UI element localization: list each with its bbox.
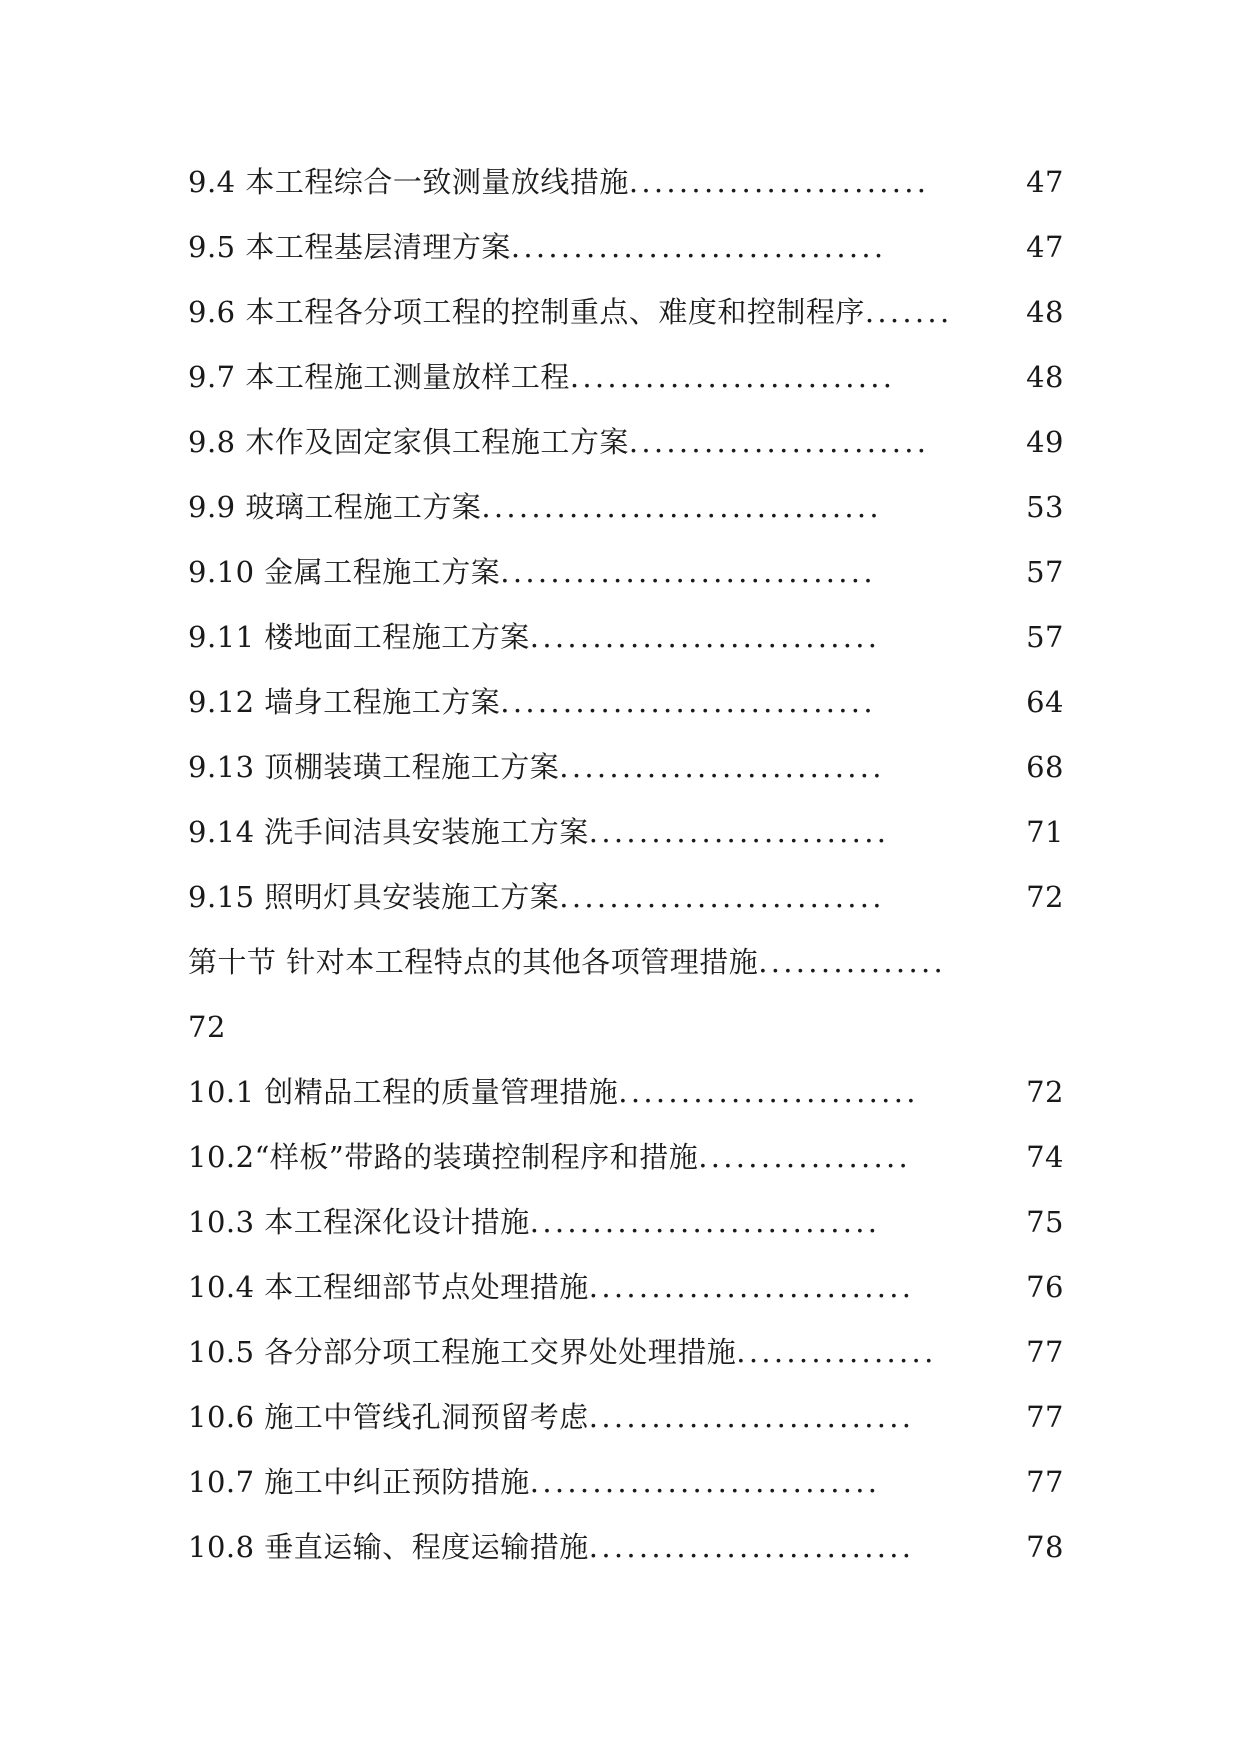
toc-entry-title: 9.5 本工程基层清理方案 bbox=[188, 230, 511, 264]
toc-page-number: 57 bbox=[1010, 605, 1064, 670]
toc-dot-leader: .......................... bbox=[588, 1400, 915, 1434]
toc-entry[interactable] bbox=[188, 215, 1064, 280]
toc-dot-leader: ............................ bbox=[529, 1205, 881, 1239]
toc-dot-leader: .......................... bbox=[588, 1270, 915, 1304]
toc-entry-title: 10.4 本工程细部节点处理措施 bbox=[188, 1270, 589, 1304]
toc-entry[interactable] bbox=[188, 410, 1064, 475]
toc-entry[interactable] bbox=[188, 1060, 1064, 1125]
toc-dot-leader: .......................... bbox=[569, 360, 896, 394]
toc-page-number: 64 bbox=[1010, 670, 1064, 735]
toc-entry-title: 10.8 垂直运输、程度运输措施 bbox=[188, 1530, 589, 1564]
toc-page-number: 75 bbox=[1010, 1190, 1064, 1255]
toc-entry-title: 9.4 本工程综合一致测量放线措施 bbox=[188, 165, 629, 199]
toc-entry[interactable] bbox=[188, 1320, 1064, 1385]
toc-page-number: 47 bbox=[1010, 150, 1064, 215]
toc-dot-leader: ................. bbox=[698, 1140, 912, 1174]
toc-page-number: 76 bbox=[1010, 1255, 1064, 1320]
toc-entry-title: 9.6 本工程各分项工程的控制重点、难度和控制程序 bbox=[188, 295, 865, 329]
toc-entry-title: 9.9 玻璃工程施工方案 bbox=[188, 490, 482, 524]
toc-dot-leader: .......................... bbox=[588, 1530, 915, 1564]
toc-entry-title: 10.5 各分部分项工程施工交界处处理措施 bbox=[188, 1335, 737, 1369]
toc-entry[interactable] bbox=[188, 1190, 1064, 1255]
toc-page-number: 72 bbox=[188, 1010, 226, 1044]
toc-page-number: 77 bbox=[1010, 1320, 1064, 1385]
toc-dot-leader: ........................ bbox=[588, 815, 890, 849]
toc-page-number: 74 bbox=[1010, 1125, 1064, 1190]
toc-entry-title: 10.7 施工中纠正预防措施 bbox=[188, 1465, 530, 1499]
toc-entry-title: 10.1 创精品工程的质量管理措施 bbox=[188, 1075, 619, 1109]
toc-entry-title: 9.14 洗手间洁具安装施工方案 bbox=[188, 815, 589, 849]
table-of-contents bbox=[188, 150, 1064, 1580]
toc-dot-leader: ............................ bbox=[529, 620, 881, 654]
toc-dot-leader: ....... bbox=[864, 295, 953, 329]
toc-entry[interactable] bbox=[188, 1255, 1064, 1320]
toc-entry-title: 10.2“样板”带路的装璜控制程序和措施 bbox=[188, 1140, 699, 1174]
toc-dot-leader: ............... bbox=[758, 945, 947, 979]
toc-entry[interactable] bbox=[188, 540, 1064, 605]
toc-entry[interactable] bbox=[188, 150, 1064, 215]
toc-entry[interactable] bbox=[188, 670, 1064, 735]
toc-page-number: 48 bbox=[1010, 280, 1064, 345]
toc-entry[interactable] bbox=[188, 345, 1064, 410]
toc-page-number: 49 bbox=[1010, 410, 1064, 475]
toc-dot-leader: ........................ bbox=[618, 1075, 919, 1109]
toc-entry[interactable] bbox=[188, 475, 1064, 540]
toc-dot-leader: ................................ bbox=[481, 490, 882, 524]
toc-dot-leader: .............................. bbox=[500, 685, 876, 719]
toc-page-number: 47 bbox=[1010, 215, 1064, 280]
toc-dot-leader: ........................ bbox=[628, 165, 930, 199]
toc-dot-leader: ............................ bbox=[529, 1465, 881, 1499]
toc-page-number: 77 bbox=[1010, 1385, 1064, 1450]
toc-page-number: 72 bbox=[1010, 1060, 1064, 1125]
toc-entry[interactable] bbox=[188, 800, 1064, 865]
toc-dot-leader: .......................... bbox=[559, 880, 885, 914]
toc-dot-leader: .......................... bbox=[559, 750, 885, 784]
toc-entry[interactable] bbox=[188, 1450, 1064, 1515]
toc-entry-title: 10.3 本工程深化设计措施 bbox=[188, 1205, 530, 1239]
toc-entry-title: 第十节 针对本工程特点的其他各项管理措施 bbox=[188, 945, 759, 979]
toc-section-entry[interactable] bbox=[188, 930, 1064, 995]
toc-entry[interactable] bbox=[188, 605, 1064, 670]
toc-page-number: 48 bbox=[1010, 345, 1064, 410]
toc-page-number: 68 bbox=[1010, 735, 1064, 800]
toc-entry[interactable] bbox=[188, 735, 1064, 800]
toc-entry-title: 9.13 顶棚装璜工程施工方案 bbox=[188, 750, 560, 784]
toc-entry-title: 9.7 本工程施工测量放样工程 bbox=[188, 360, 570, 394]
toc-dot-leader: ................ bbox=[736, 1335, 937, 1369]
toc-page-number: 53 bbox=[1010, 475, 1064, 540]
toc-entry[interactable] bbox=[188, 280, 1064, 345]
toc-dot-leader: .............................. bbox=[510, 230, 887, 264]
toc-entry[interactable] bbox=[188, 1125, 1064, 1190]
toc-entry-title: 9.12 墙身工程施工方案 bbox=[188, 685, 501, 719]
toc-entry-title: 9.8 木作及固定家俱工程施工方案 bbox=[188, 425, 629, 459]
toc-page-number: 71 bbox=[1010, 800, 1064, 865]
toc-entry-title: 9.11 楼地面工程施工方案 bbox=[188, 620, 530, 654]
toc-page-number: 78 bbox=[1010, 1515, 1064, 1580]
toc-entry-title: 10.6 施工中管线孔洞预留考虑 bbox=[188, 1400, 589, 1434]
toc-page-number: 57 bbox=[1010, 540, 1064, 605]
toc-entry-title: 9.15 照明灯具安装施工方案 bbox=[188, 880, 560, 914]
toc-dot-leader: ........................ bbox=[628, 425, 930, 459]
toc-page-number: 72 bbox=[1010, 865, 1064, 930]
toc-entry[interactable] bbox=[188, 865, 1064, 930]
toc-entry-title: 9.10 金属工程施工方案 bbox=[188, 555, 501, 589]
toc-entry[interactable] bbox=[188, 1515, 1064, 1580]
toc-dot-leader: .............................. bbox=[500, 555, 876, 589]
toc-wrapped-page-number[interactable] bbox=[188, 995, 1064, 1060]
toc-page-number: 77 bbox=[1010, 1450, 1064, 1515]
toc-entry[interactable] bbox=[188, 1385, 1064, 1450]
